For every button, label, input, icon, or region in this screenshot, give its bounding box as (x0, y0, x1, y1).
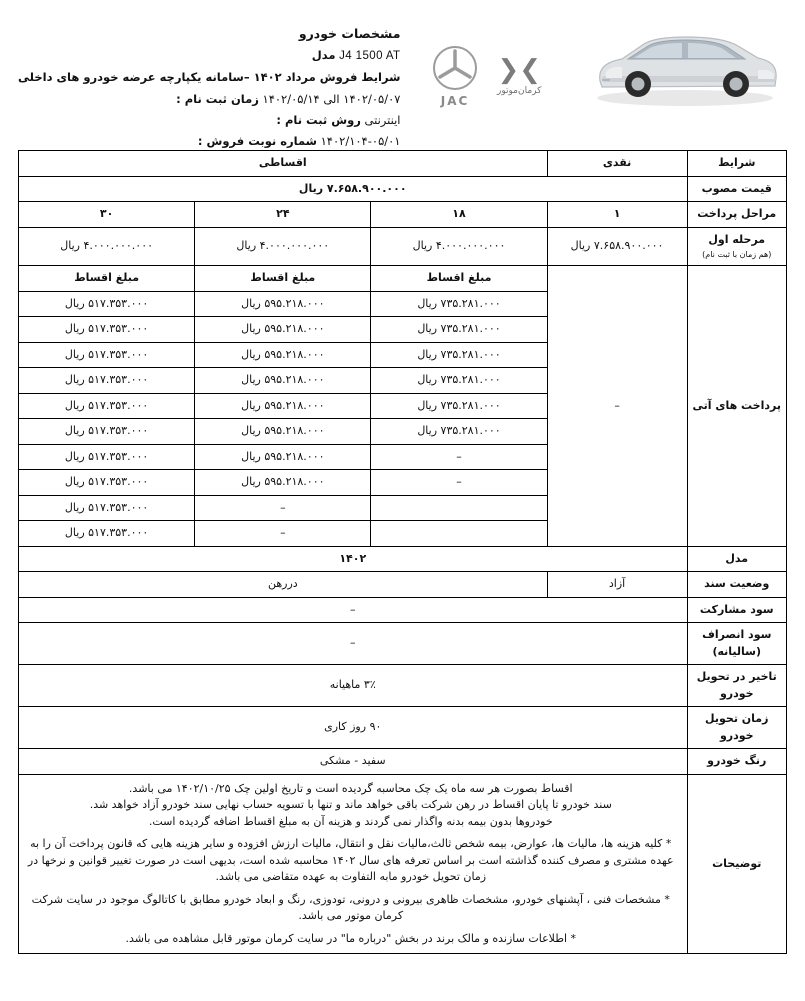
installment-24-3: ۵۹۵.۲۱۸.۰۰۰ ریال (195, 342, 371, 368)
model-label: مدل (311, 48, 336, 63)
installment-24-5: ۵۹۵.۲۱۸.۰۰۰ ریال (195, 393, 371, 419)
approved-price-row (19, 176, 787, 202)
note-4: * کلیه هزینه ها، مالیات ها، عوارض، بیمه شخص ثالث،مالیات نقل و انتقال، مالیات ارزش افزوده و سایر هزینه هایی که قانون پرداخت آن را به عهده مشتری و مصرف کننده گذاشته است بر اساس تعرفه های سال ۱۴۰۲ محاسبه شده است، بدیهی است در صورت تغییر قوانین و نرخها در زمان تحویل خودرو مابه التفاوت به عهده متقاضی می باشد. (27, 837, 674, 883)
kerman-motor-logo (497, 54, 542, 96)
delivery-time-row (19, 707, 787, 749)
notes-row (19, 774, 787, 954)
approved-price-value: ۷.۶۵۸.۹۰۰.۰۰۰ ریال (19, 176, 688, 202)
installment-30-5: ۵۱۷.۳۵۳.۰۰۰ ریال (19, 393, 195, 419)
doc-status-label: وضعیت سند (687, 572, 786, 598)
col-terms-header: شرایط (687, 151, 786, 177)
payment-stages-row (19, 202, 787, 228)
installment-24-4: ۵۹۵.۲۱۸.۰۰۰ ریال (195, 368, 371, 394)
installment-18-7: – (371, 444, 547, 470)
doc-status-row (19, 572, 787, 598)
installment-18-10 (371, 521, 547, 547)
installment-30-6: ۵۱۷.۳۵۳.۰۰۰ ریال (19, 419, 195, 445)
jac-wordmark: JAC (440, 94, 470, 108)
partnership-profit-row (19, 597, 787, 623)
approved-price-label: قیمت مصوب (687, 176, 786, 202)
color-label: رنگ خودرو (687, 749, 786, 775)
note-6: * اطلاعات سازنده و مالک برند در بخش "درباره ما" در سایت کرمان موتور قابل مشاهده می باشد. (125, 931, 577, 945)
installment-18-5: ۷۳۵.۲۸۱.۰۰۰ ریال (371, 393, 547, 419)
installment-24-10: – (195, 521, 371, 547)
notes-group-1 (25, 781, 677, 831)
delivery-delay-row (19, 665, 787, 707)
notes-label: توضیحات (687, 774, 786, 954)
annual-interest-value: – (19, 623, 688, 665)
model-value: J4 1500 AT (339, 50, 401, 63)
installment-24-8: ۵۹۵.۲۱۸.۰۰۰ ریال (195, 470, 371, 496)
first-stage-cash: ۷.۶۵۸.۹۰۰.۰۰۰ ریال (547, 227, 687, 266)
installment-18-4: ۷۳۵.۲۸۱.۰۰۰ ریال (371, 368, 547, 394)
document-title: مشخصات خودرو (298, 26, 401, 41)
installment-30-7: ۵۱۷.۳۵۳.۰۰۰ ریال (19, 444, 195, 470)
installment-18-8: – (371, 470, 547, 496)
delivery-delay-label: تاخیر در تحویل خودرو (687, 665, 786, 707)
delivery-delay-value: ۳٪ ماهیانه (19, 665, 688, 707)
first-stage-30: ۴.۰۰۰.۰۰۰.۰۰۰ ریال (19, 227, 195, 266)
note-3: خودروها بدون بیمه بدنه واگذار نمی گردند و هزینه آن به مبلغ اقساط اضافه گردیده است. (148, 814, 553, 828)
header-row-sale-terms: شرایط فروش مرداد ۱۴۰۲ –سامانه یکپارچه عرضه خودرو های داخلی (18, 70, 401, 85)
installment-24-6: ۵۹۵.۲۱۸.۰۰۰ ریال (195, 419, 371, 445)
installment-24-1: ۵۹۵.۲۱۸.۰۰۰ ریال (195, 291, 371, 317)
installment-30-1: ۵۱۷.۳۵۳.۰۰۰ ریال (19, 291, 195, 317)
model-year-row (19, 546, 787, 572)
first-stage-sub-label: (هم زمان با ثبت نام) (702, 250, 772, 259)
installment-30-2: ۵۱۷.۳۵۳.۰۰۰ ریال (19, 317, 195, 343)
jac-emblem-icon (431, 44, 479, 92)
delivery-time-value: ۹۰ روز کاری (19, 707, 688, 749)
doc-status-cash: آزاد (547, 572, 687, 598)
header-row-registration-method (18, 110, 400, 131)
header-row-model (18, 45, 400, 67)
installment-18-1: ۷۳۵.۲۸۱.۰۰۰ ریال (371, 291, 547, 317)
registration-method-label: روش ثبت نام : (276, 112, 361, 127)
installment-18-3: ۷۳۵.۲۸۱.۰۰۰ ریال (371, 342, 547, 368)
payment-stages-label: مراحل پرداخت (687, 202, 786, 228)
sale-terms-table (18, 150, 787, 954)
installment-30-9: ۵۱۷.۳۵۳.۰۰۰ ریال (19, 495, 195, 521)
first-stage-18: ۴.۰۰۰.۰۰۰.۰۰۰ ریال (371, 227, 547, 266)
vehicle-photo (572, 14, 787, 114)
installment-30-8: ۵۱۷.۳۵۳.۰۰۰ ریال (19, 470, 195, 496)
registration-method-value: اینترنتی (364, 112, 401, 127)
amount-header-18: مبلغ اقساط (371, 266, 547, 292)
header-row-registration-time (18, 89, 400, 110)
future-payments-label: پرداخت های آتی (687, 266, 786, 547)
notes-content (19, 774, 688, 954)
installment-18-9 (371, 495, 547, 521)
partnership-profit-value: – (19, 597, 688, 623)
document-header (18, 14, 787, 150)
kerman-motor-mark-icon: ❯❮ (497, 54, 542, 85)
annual-interest-label: سود انصراف (سالیانه) (687, 623, 786, 665)
note-5: * مشخصات فنی ، آپشنهای خودرو، مشخصات ظاهری بیرونی و درونی، تودوزی، رنگ و ابعاد خودرو مطابق با کاتالوگ موجود در سایت شرکت کرمان موتور می باشد. (31, 892, 670, 922)
installment-18-6: ۷۳۵.۲۸۱.۰۰۰ ریال (371, 419, 547, 445)
first-stage-label-text: مرحله اول (708, 232, 766, 246)
sale-number-label: شماره نوبت فروش : (197, 134, 317, 149)
table-header-row (19, 151, 787, 177)
installment-24-7: ۵۹۵.۲۱۸.۰۰۰ ریال (195, 444, 371, 470)
future-payments-cash: – (547, 266, 687, 547)
header-info-block (18, 14, 400, 152)
installment-30-4: ۵۱۷.۳۵۳.۰۰۰ ریال (19, 368, 195, 394)
installment-30-3: ۵۱۷.۳۵۳.۰۰۰ ریال (19, 342, 195, 368)
installment-amount-header-row (19, 266, 787, 292)
first-stage-row (19, 227, 787, 266)
delivery-time-label: زمان تحویل خودرو (687, 707, 786, 749)
partnership-profit-label: سود مشارکت (687, 597, 786, 623)
notes-group-2 (25, 836, 677, 947)
col-installment-header: اقساطی (19, 151, 548, 177)
col-cash-header: نقدی (547, 151, 687, 177)
payment-stages-cash: ۱ (547, 202, 687, 228)
header-row-sale-number (18, 131, 400, 152)
payment-stages-24: ۲۴ (195, 202, 371, 228)
first-stage-label (687, 227, 786, 266)
installment-24-9: – (195, 495, 371, 521)
payment-stages-30: ۳۰ (19, 202, 195, 228)
note-1: اقساط بصورت هر سه ماه یک چک محاسبه گردیده است و تاریخ اولین چک ۱۴۰۲/۱۰/۲۵ می باشد. (128, 781, 573, 795)
jac-logo (431, 44, 479, 108)
installment-24-2: ۵۹۵.۲۱۸.۰۰۰ ریال (195, 317, 371, 343)
first-stage-24: ۴.۰۰۰.۰۰۰.۰۰۰ ریال (195, 227, 371, 266)
registration-time-value: ۱۴۰۲/۰۵/۰۷ الی ۱۴۰۲/۰۵/۱۴ (262, 91, 401, 106)
amount-header-30: مبلغ اقساط (19, 266, 195, 292)
installment-30-10: ۵۱۷.۳۵۳.۰۰۰ ریال (19, 521, 195, 547)
brand-logos (431, 14, 541, 108)
sale-number-value: ۱۴۰۲/۱۰۴-۰۵/۰۱ (320, 134, 401, 149)
car-image-icon (582, 18, 787, 110)
color-row (19, 749, 787, 775)
annual-interest-row (19, 623, 787, 665)
doc-status-installment: دررهن (19, 572, 548, 598)
payment-stages-18: ۱۸ (371, 202, 547, 228)
model-year-value: ۱۴۰۲ (19, 546, 688, 572)
kerman-motor-wordmark: کرمان‌موتور (497, 85, 542, 96)
amount-header-24: مبلغ اقساط (195, 266, 371, 292)
registration-time-label: زمان ثبت نام : (176, 91, 259, 106)
color-value: سفید - مشکی (19, 749, 688, 775)
installment-18-2: ۷۳۵.۲۸۱.۰۰۰ ریال (371, 317, 547, 343)
note-2: سند خودرو تا پایان اقساط در رهن شرکت باقی خواهد ماند و تنها با تسویه حساب نهایی سند خودرو آزاد خواهد شد. (89, 798, 612, 811)
model-year-label: مدل (687, 546, 786, 572)
